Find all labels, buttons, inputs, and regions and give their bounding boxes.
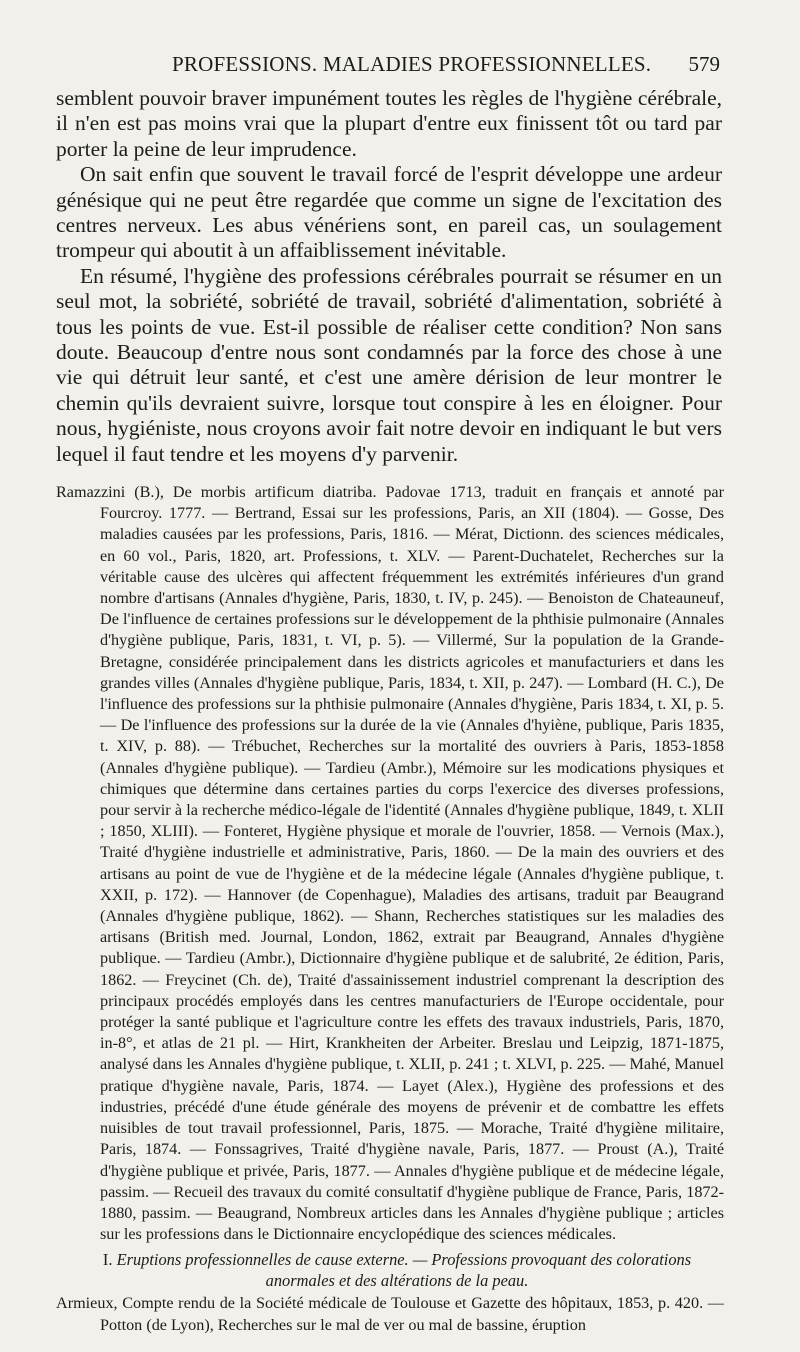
section-title: Eruptions professionnelles de cause externe. — Professions provoquant des colorations anormales et des altérations de la peau.	[116, 1250, 692, 1291]
bibliography-entry-armieux: Armieux, Compte rendu de la Société médicale de Toulouse et Gazette des hôpitaux, 1853, p. 420. — Potton (de Lyon), Recherches sur le mal de ver ou mal de bassine, éruption	[56, 1294, 724, 1334]
paragraph-3: En résumé, l'hygiène des professions cérébrales pourrait se résumer en un seul mot, la sobriété, sobriété de travail, sobriété d'alimentation, sobriété à tous les points de vue. Est-il possible de réaliser cette condition? Non sans doute. Beaucoup d'entre nous sont condamnés par la force des chose à une vie qui détruit leur santé, et c'est une amère dérision de leur montrer le chemin qu'ils devraient suivre, lorsque tout conspire à les en éloigner. Pour nous, hygiéniste, nous croyons avoir fait notre devoir en indiquant le but vers lequel il faut tendre et les moyens d'y parvenir.	[56, 263, 722, 466]
bibliography	[56, 482, 724, 1352]
section-number: I.	[102, 1250, 113, 1270]
running-title: PROFESSIONS. MALADIES PROFESSIONNELLES.	[172, 52, 652, 76]
paragraph-1: semblent pouvoir braver impunément toutes les règles de l'hygiène cérébrale, il n'en est pas moins vrai que la plupart d'entre eux finissent tôt ou tard par porter la peine de leur imprudence.	[56, 86, 722, 161]
bibliography-entry-main: Ramazzini (B.), De morbis artificum diatriba. Padovae 1713, traduit en français et annoté par Fourcroy. 1777. — Bertrand, Essai sur les professions, Paris, an XII (1804). — Gosse, Des maladies causées par les professions, Paris, 1816. — Mérat, Dictionn. des sciences médicales, en 60 vol., Paris, 1820, art. Professions, t. XLV. — Parent-Duchatelet, Recherches sur la véritable cause des ulcères qui affectent fréquemment les extrémités inférieures d'un grand nombre d'artisans (Annales d'hygiène, Paris, 1830, t. IV, p. 245). — Benoiston de Chateauneuf, De l'influence de certaines professions sur le développement de la phthisie pulmonaire (Annales d'hygiène publique, Paris, 1831, t. VI, p. 5). — Villermé, Sur la population de la Grande-Bretagne, considérée principalement dans les districts agricoles et manufacturiers et dans les grandes villes (Annales d'hygiène publique, Paris, 1834, t. XII, p. 247). — Lombard (H. C.), De l'influence des professions sur la phthisie pulmonaire (Annales d'hygiène, Paris 1834, t. XI, p. 5. — De l'influence des professions sur la durée de la vie (Annales d'hyiène, publique, Paris 1835, t. XIV, p. 88). — Trébuchet, Recherches sur la mortalité des ouvriers à Paris, 1853-1858 (Annales d'hygiène publique). — Tardieu (Ambr.), Mémoire sur les modications physiques et chimiques que détermine dans certaines parties du corps l'exercice des diverses professions, pour servir à la recherche médico-légale de l'identité (Annales d'hygiène publique, 1849, t. XLII ; 1850, XLIII). — Fonteret, Hygiène physique et morale de l'ouvrier, 1858. — Vernois (Max.), Traité d'hygiène industrielle et administrative, Paris, 1860. — De la main des ouvriers et des artisans au point de vue de l'hygiène et de la médecine légale (Annales d'hygiène publique, t. XXII, p. 172). — Hannover (de Copenhague), Maladies des artisans, traduit par Beaugrand (Annales d'hygiène publique, 1862). — Shann, Recherches statistiques sur les maladies des artisans (British med. Journal, London, 1862, extrait par Beaugrand, Annales d'hygiène publique. — Tardieu (Ambr.), Dictionnaire d'hygiène publique et de salubrité, 2e édition, Paris, 1862. — Freycinet (Ch. de), Traité d'assainissement industriel comprenant la description des principaux procédés employés dans les centres manufacturiers de l'Europe occidentale, pour protéger la santé publique et l'agriculture contre les effets des travaux industriels, Paris, 1870, in-8°, et atlas de 21 pl. — Hirt, Krankheiten der Arbeiter. Breslau und Leipzig, 1871-1875, analysé dans les Annales d'hygiène publique, t. XLII, p. 241 ; t. XLVI, p. 225. — Mahé, Manuel pratique d'hygiène navale, Paris, 1874. — Layet (Alex.), Hygiène des professions et des industries, précédé d'une étude générale des moyens de prévenir et de combattre les effets nuisibles de tout travail professionnel, Paris, 1875. — Morache, Traité d'hygiène militaire, Paris, 1874. — Fonssagrives, Traité d'hygiène navale, Paris, 1877. — Proust (A.), Traité d'hygiène publique et privée, Paris, 1877. — Annales d'hygiène publique et de médecine légale, passim. — Recueil des travaux du comité consultatif d'hygiène publique de France, Paris, 1872-1880, passim. — Beaugrand, Nombreux articles dans les Annales d'hygiène publique ; articles sur les professions dans le Dictionnaire encyclopédique des sciences médicales.	[56, 483, 724, 1244]
main-text	[56, 86, 722, 467]
page-number: 579	[688, 52, 720, 76]
page-header	[56, 50, 722, 80]
section-heading	[56, 1249, 724, 1291]
paragraph-2: On sait enfin que souvent le travail forcé de l'esprit développe une ardeur génésique qui ne peut être regardée que comme un signe de l'excitation des centres nerveux. Les abus vénériens sont, en pareil cas, un soulagement trompeur qui aboutit à un affaiblissement inévitable.	[56, 162, 722, 263]
